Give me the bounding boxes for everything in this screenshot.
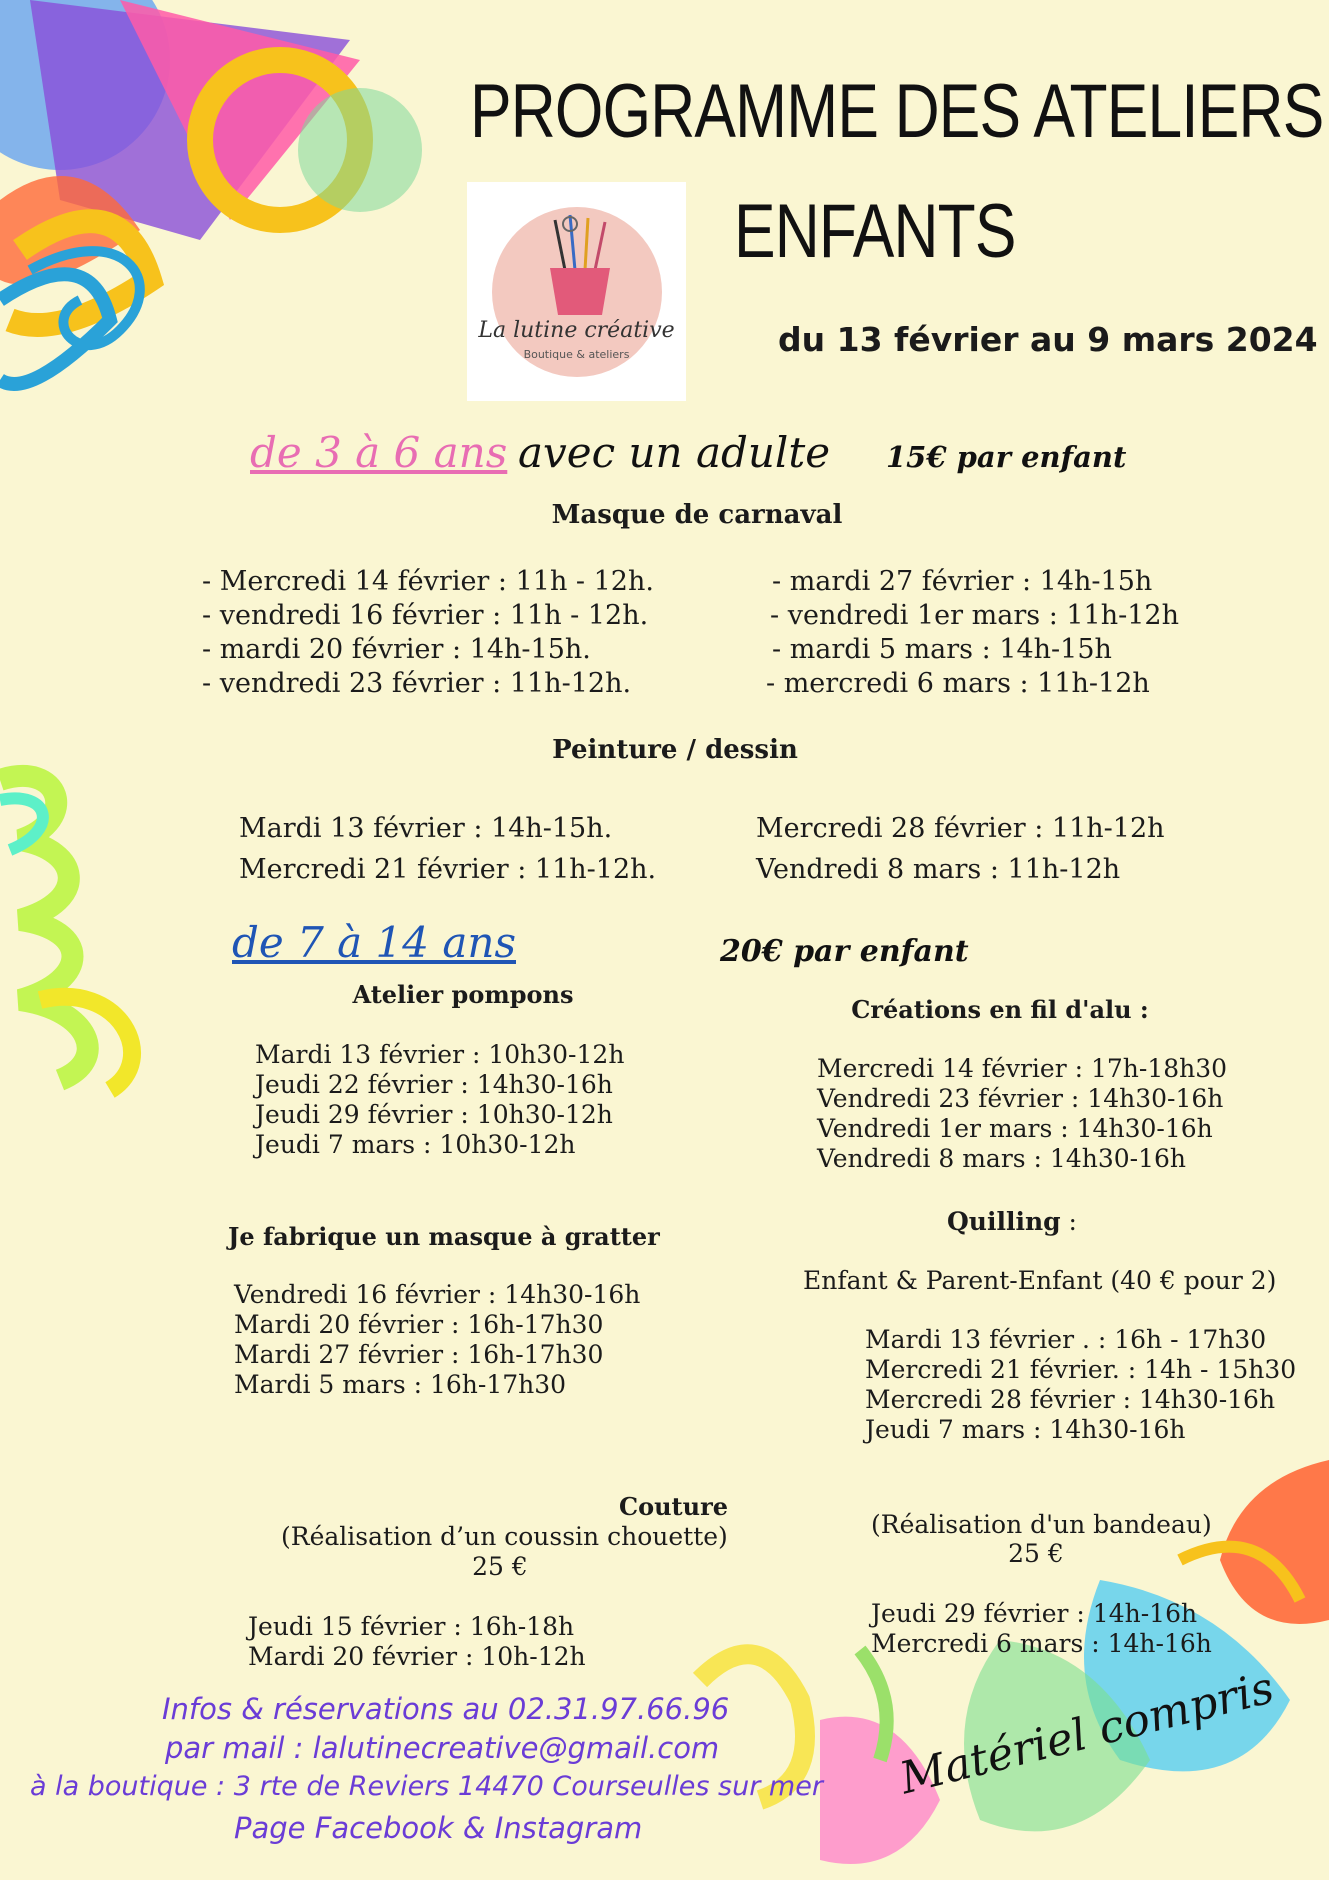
couture-left-item-1: Mardi 20 février : 10h-12h [248,1642,586,1671]
quilling-title-suffix: : [1060,1207,1077,1236]
section-heading-masque: Masque de carnaval [551,500,843,530]
masque-right-0: - mardi 27 février : 14h-15h [772,566,1153,597]
quilling-item-0: Mardi 13 février . : 16h - 17h30 [865,1325,1267,1354]
quilling-title: Quilling [947,1207,1061,1236]
logo-name: La lutine créative [478,318,675,343]
alu-item-3: Vendredi 8 mars : 14h30-16h [817,1144,1186,1173]
contact-email: par mail : lalutinecreative@gmail.com [165,1731,720,1765]
quilling-subtitle: Enfant & Parent-Enfant (40 € pour 2) [803,1266,1277,1295]
price-older: 20€ par enfant [720,934,969,969]
couture-right-item-1: Mercredi 6 mars : 14h-16h [871,1629,1212,1658]
peinture-left-1: Mercredi 21 février : 11h-12h. [239,854,657,885]
contact-phone: Infos & réservations au 02.31.97.66.96 [162,1692,730,1726]
pompons-item-2: Jeudi 29 février : 10h30-12h [255,1100,613,1129]
page-title-line1: PROGRAMME DES ATELIERS [470,69,1324,154]
gratter-item-1: Mardi 20 février : 16h-17h30 [234,1310,604,1339]
couture-right-item-0: Jeudi 29 février : 14h-16h [871,1599,1198,1628]
quilling-item-1: Mercredi 21 février. : 14h - 15h30 [865,1355,1297,1384]
age-group-young: de 3 à 6 ans [250,428,508,477]
masque-left-0: - Mercredi 14 février : 11h - 12h. [202,566,654,597]
page-title-line2: ENFANTS [734,189,1016,274]
masque-right-3: - mercredi 6 mars : 11h-12h [766,668,1150,699]
masque-right-2: - mardi 5 mars : 14h-15h [772,634,1112,665]
section-heading-quilling [947,1207,1077,1236]
couture-left-item-0: Jeudi 15 février : 16h-18h [248,1612,575,1641]
couture-left-desc: (Réalisation d’un coussin chouette) [281,1522,728,1551]
pencil-cup-icon [540,210,620,320]
masque-left-1: - vendredi 16 février : 11h - 12h. [202,600,649,631]
alu-item-2: Vendredi 1er mars : 14h30-16h [817,1114,1213,1143]
price-young: 15€ par enfant [886,440,1127,474]
section-heading-couture: Couture [619,1492,729,1521]
section-heading-pompons: Atelier pompons [352,980,574,1009]
section-heading-gratter: Je fabrique un masque à gratter [228,1222,660,1251]
alu-item-0: Mercredi 14 février : 17h-18h30 [817,1054,1228,1083]
masque-left-2: - mardi 20 février : 14h-15h. [202,634,591,665]
peinture-right-0: Mercredi 28 février : 11h-12h [756,813,1165,844]
contact-address: à la boutique : 3 rte de Reviers 14470 Courseulles sur mer [30,1771,823,1802]
quilling-item-3: Jeudi 7 mars : 14h30-16h [865,1415,1186,1444]
couture-right-price: 25 € [1008,1539,1064,1568]
peinture-left-0: Mardi 13 février : 14h-15h. [239,813,613,844]
gratter-item-0: Vendredi 16 février : 14h30-16h [234,1280,641,1309]
masque-right-1: - vendredi 1er mars : 11h-12h [770,600,1179,631]
gratter-item-3: Mardi 5 mars : 16h-17h30 [234,1370,567,1399]
contact-social: Page Facebook & Instagram [234,1811,643,1845]
couture-left-price: 25 € [472,1552,528,1581]
quilling-item-2: Mercredi 28 février : 14h30-16h [865,1385,1276,1414]
gratter-item-2: Mardi 27 février : 16h-17h30 [234,1340,604,1369]
materiel-compris: Matériel compris [895,1662,1279,1805]
section-heading-peinture: Peinture / dessin [552,735,798,765]
with-adult-label: avec un adulte [518,428,831,477]
pompons-item-0: Mardi 13 février : 10h30-12h [255,1040,625,1069]
couture-right-desc: (Réalisation d'un bandeau) [871,1510,1212,1539]
masque-left-3: - vendredi 23 février : 11h-12h. [202,668,632,699]
alu-item-1: Vendredi 23 février : 14h30-16h [817,1084,1224,1113]
peinture-right-1: Vendredi 8 mars : 11h-12h [756,854,1121,885]
pompons-item-3: Jeudi 7 mars : 10h30-12h [255,1130,576,1159]
date-range: du 13 février au 9 mars 2024 [778,320,1318,359]
pompons-item-1: Jeudi 22 février : 14h30-16h [255,1070,613,1099]
section-heading-alu: Créations en fil d'alu : [851,995,1149,1024]
age-group-older: de 7 à 14 ans [232,918,516,967]
logo-subtitle: Boutique & ateliers [523,348,630,361]
